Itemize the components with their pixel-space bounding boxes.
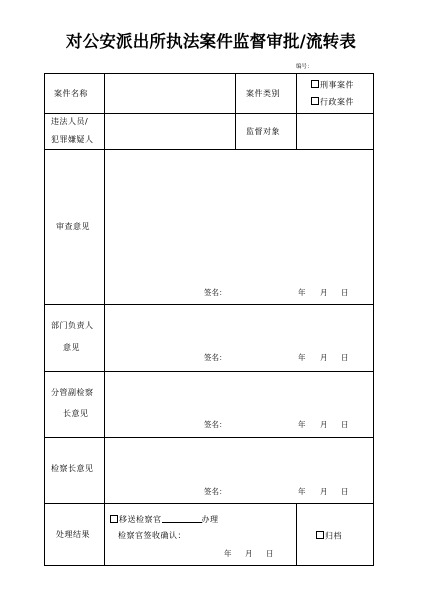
row-divider (44, 113, 374, 114)
transfer-option[interactable] (110, 514, 219, 525)
offender-label-line1: 违法人员/ (51, 117, 89, 126)
handling-day: 日 (266, 549, 274, 558)
row-divider (44, 503, 374, 504)
deputy-chief-label-line1: 分管副检察 (51, 388, 94, 397)
criminal-case-checkbox[interactable] (311, 80, 319, 88)
criminal-case-option[interactable] (311, 80, 354, 91)
dept-head-label-line1: 部门负责人 (51, 321, 94, 330)
form-title: 对公安派出所执法案件监督审批/流转表 (65, 32, 357, 51)
offender-label-line2: 犯罪嫌疑人 (51, 135, 94, 144)
review-day: 日 (341, 288, 349, 297)
case-name-label: 案件名称 (54, 89, 88, 98)
receipt-confirm-label: 检察官签收确认： (118, 531, 186, 540)
review-year: 年 (298, 288, 306, 297)
archive-text: 归档 (325, 531, 342, 541)
case-type-label: 案件类别 (246, 89, 280, 98)
review-month: 月 (320, 288, 328, 297)
chief-month: 月 (320, 487, 328, 496)
handling-month: 月 (245, 549, 253, 558)
review-sign-label: 签名： (204, 288, 227, 297)
chief-sign-label: 签名： (204, 487, 227, 496)
row-divider (44, 149, 374, 150)
row-divider (44, 437, 374, 438)
transfer-prefix-text: 移送检察官 (119, 515, 162, 524)
deputy-chief-day: 日 (341, 420, 349, 429)
dept-head-month: 月 (320, 353, 328, 362)
criminal-case-text: 刑事案件 (320, 80, 354, 90)
deputy-chief-year: 年 (298, 420, 306, 429)
doc-number-label: 编号： (296, 64, 313, 70)
row-divider (44, 304, 374, 305)
dept-head-sign-label: 签名： (204, 353, 227, 362)
review-opinion-label: 审查意见 (56, 222, 90, 231)
chief-day: 日 (341, 487, 349, 496)
transfer-suffix-text: 办理 (201, 515, 219, 524)
dept-head-label-line2: 意见 (63, 343, 80, 352)
table-border-top (44, 73, 374, 74)
table-border-right (373, 73, 374, 566)
table-border-left (44, 73, 45, 566)
archive-checkbox[interactable] (316, 531, 324, 539)
handling-year: 年 (224, 549, 232, 558)
column-divider (296, 503, 297, 566)
row-divider (44, 371, 374, 372)
dept-head-day: 日 (341, 353, 349, 362)
deputy-chief-sign-label: 签名： (204, 420, 227, 429)
supervision-target-label: 监督对象 (246, 127, 280, 136)
archive-option[interactable] (316, 531, 342, 542)
table-border-bottom (44, 565, 374, 566)
handling-result-label: 处理结果 (56, 530, 90, 539)
administrative-case-checkbox[interactable] (311, 97, 319, 105)
deputy-chief-label-line2: 长意见 (63, 409, 89, 418)
administrative-case-option[interactable] (311, 97, 354, 108)
chief-year: 年 (298, 487, 306, 496)
transfer-checkbox[interactable] (110, 515, 118, 523)
column-divider (296, 73, 297, 150)
label-column-divider (104, 73, 105, 566)
administrative-case-text: 行政案件 (320, 97, 354, 107)
dept-head-year: 年 (298, 353, 306, 362)
column-divider (235, 73, 236, 150)
deputy-chief-month: 月 (320, 420, 328, 429)
prosecutor-name-field[interactable] (162, 514, 202, 523)
chief-label: 检察长意见 (51, 464, 94, 473)
